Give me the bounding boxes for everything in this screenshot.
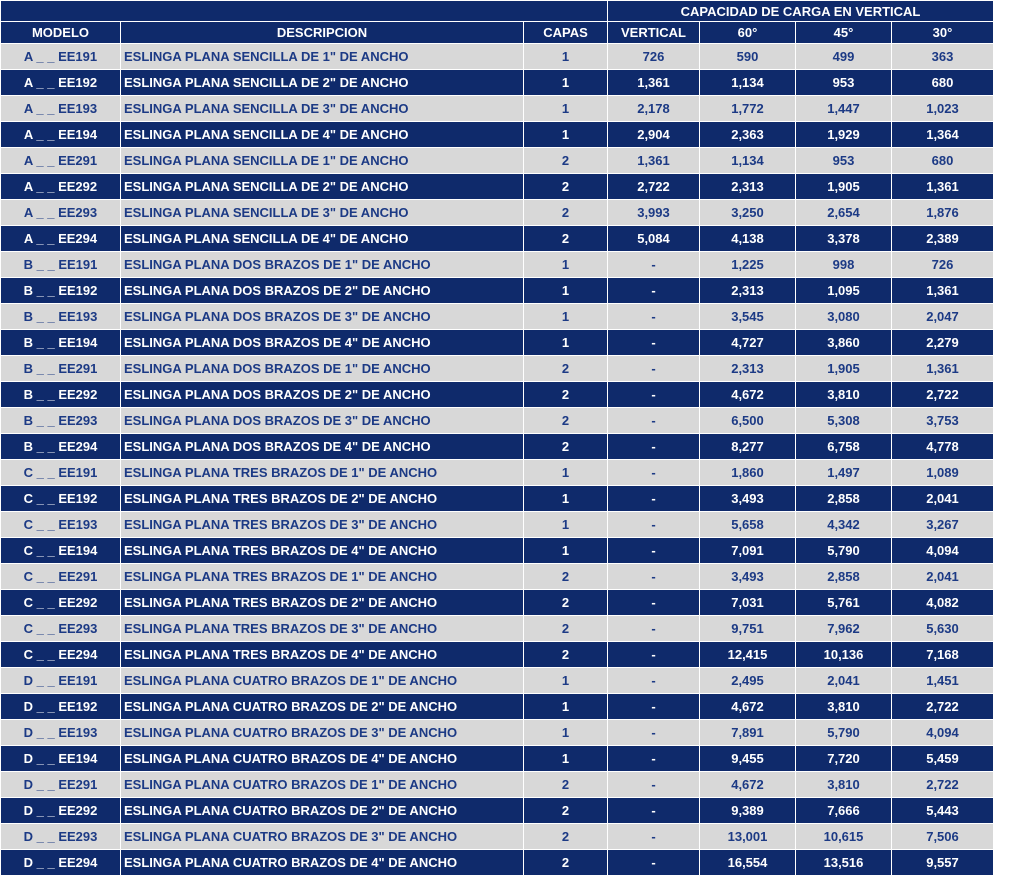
cell-capas: 2 bbox=[524, 824, 608, 850]
cell-vertical: - bbox=[608, 330, 700, 356]
cell-30: 680 bbox=[892, 70, 994, 96]
cell-descripcion: ESLINGA PLANA TRES BRAZOS DE 4" DE ANCHO bbox=[121, 538, 524, 564]
table-row bbox=[1, 824, 994, 850]
table-row bbox=[1, 44, 994, 70]
table-row bbox=[1, 330, 994, 356]
table-row bbox=[1, 148, 994, 174]
table-row bbox=[1, 772, 994, 798]
cell-vertical: - bbox=[608, 538, 700, 564]
cell-modelo: A _ _ EE191 bbox=[1, 44, 121, 70]
cell-30: 4,094 bbox=[892, 720, 994, 746]
cell-modelo: C _ _ EE294 bbox=[1, 642, 121, 668]
cell-capas: 1 bbox=[524, 252, 608, 278]
cell-descripcion: ESLINGA PLANA DOS BRAZOS DE 3" DE ANCHO bbox=[121, 408, 524, 434]
cell-vertical: 1,361 bbox=[608, 70, 700, 96]
cell-capas: 2 bbox=[524, 850, 608, 876]
cell-45: 2,858 bbox=[796, 486, 892, 512]
col-header-modelo: MODELO bbox=[1, 22, 121, 44]
cell-modelo: C _ _ EE292 bbox=[1, 590, 121, 616]
cell-45: 1,497 bbox=[796, 460, 892, 486]
cell-descripcion: ESLINGA PLANA CUATRO BRAZOS DE 3" DE ANCHO bbox=[121, 824, 524, 850]
cell-descripcion: ESLINGA PLANA SENCILLA DE 2" DE ANCHO bbox=[121, 70, 524, 96]
cell-45: 3,378 bbox=[796, 226, 892, 252]
cell-45: 3,810 bbox=[796, 382, 892, 408]
cell-30: 2,279 bbox=[892, 330, 994, 356]
cell-30: 2,041 bbox=[892, 486, 994, 512]
cell-60: 2,313 bbox=[700, 174, 796, 200]
cell-30: 2,722 bbox=[892, 772, 994, 798]
cell-60: 2,495 bbox=[700, 668, 796, 694]
column-header-row bbox=[1, 22, 994, 44]
cell-vertical: - bbox=[608, 512, 700, 538]
cell-descripcion: ESLINGA PLANA TRES BRAZOS DE 1" DE ANCHO bbox=[121, 564, 524, 590]
table-row bbox=[1, 616, 994, 642]
cell-vertical: - bbox=[608, 616, 700, 642]
cell-60: 4,672 bbox=[700, 772, 796, 798]
cell-60: 2,363 bbox=[700, 122, 796, 148]
cell-descripcion: ESLINGA PLANA SENCILLA DE 1" DE ANCHO bbox=[121, 148, 524, 174]
cell-45: 1,905 bbox=[796, 356, 892, 382]
cell-modelo: D _ _ EE293 bbox=[1, 824, 121, 850]
table-row bbox=[1, 538, 994, 564]
cell-vertical: - bbox=[608, 850, 700, 876]
cell-capas: 2 bbox=[524, 382, 608, 408]
cell-60: 8,277 bbox=[700, 434, 796, 460]
cell-vertical: 2,178 bbox=[608, 96, 700, 122]
cell-capas: 1 bbox=[524, 512, 608, 538]
cell-30: 2,389 bbox=[892, 226, 994, 252]
cell-45: 953 bbox=[796, 148, 892, 174]
cell-capas: 2 bbox=[524, 148, 608, 174]
cell-descripcion: ESLINGA PLANA DOS BRAZOS DE 3" DE ANCHO bbox=[121, 304, 524, 330]
cell-capas: 2 bbox=[524, 174, 608, 200]
cell-30: 2,722 bbox=[892, 382, 994, 408]
cell-45: 953 bbox=[796, 70, 892, 96]
cell-30: 4,778 bbox=[892, 434, 994, 460]
cell-modelo: A _ _ EE194 bbox=[1, 122, 121, 148]
cell-60: 2,313 bbox=[700, 356, 796, 382]
cell-30: 4,094 bbox=[892, 538, 994, 564]
cell-45: 10,615 bbox=[796, 824, 892, 850]
cell-60: 7,031 bbox=[700, 590, 796, 616]
cell-modelo: C _ _ EE192 bbox=[1, 486, 121, 512]
cell-30: 1,023 bbox=[892, 96, 994, 122]
table-row bbox=[1, 200, 994, 226]
cell-vertical: - bbox=[608, 460, 700, 486]
cell-45: 1,905 bbox=[796, 174, 892, 200]
table-row bbox=[1, 798, 994, 824]
cell-30: 7,506 bbox=[892, 824, 994, 850]
cell-descripcion: ESLINGA PLANA SENCILLA DE 1" DE ANCHO bbox=[121, 44, 524, 70]
cell-30: 1,364 bbox=[892, 122, 994, 148]
cell-30: 1,876 bbox=[892, 200, 994, 226]
cell-30: 3,267 bbox=[892, 512, 994, 538]
cell-30: 1,089 bbox=[892, 460, 994, 486]
cell-descripcion: ESLINGA PLANA TRES BRAZOS DE 3" DE ANCHO bbox=[121, 616, 524, 642]
col-header-vertical: VERTICAL bbox=[608, 22, 700, 44]
cell-30: 1,361 bbox=[892, 174, 994, 200]
cell-vertical: - bbox=[608, 798, 700, 824]
cell-45: 5,790 bbox=[796, 538, 892, 564]
cell-45: 998 bbox=[796, 252, 892, 278]
cell-30: 726 bbox=[892, 252, 994, 278]
cell-45: 1,447 bbox=[796, 96, 892, 122]
cell-modelo: A _ _ EE292 bbox=[1, 174, 121, 200]
cell-vertical: - bbox=[608, 304, 700, 330]
table-row bbox=[1, 122, 994, 148]
cell-30: 9,557 bbox=[892, 850, 994, 876]
cell-vertical: - bbox=[608, 772, 700, 798]
cell-45: 13,516 bbox=[796, 850, 892, 876]
cell-vertical: - bbox=[608, 408, 700, 434]
cell-30: 3,753 bbox=[892, 408, 994, 434]
cell-descripcion: ESLINGA PLANA SENCILLA DE 4" DE ANCHO bbox=[121, 226, 524, 252]
cell-capas: 1 bbox=[524, 746, 608, 772]
cell-modelo: A _ _ EE291 bbox=[1, 148, 121, 174]
cell-vertical: - bbox=[608, 564, 700, 590]
cell-capas: 2 bbox=[524, 226, 608, 252]
table-row bbox=[1, 278, 994, 304]
cell-60: 16,554 bbox=[700, 850, 796, 876]
cell-descripcion: ESLINGA PLANA TRES BRAZOS DE 4" DE ANCHO bbox=[121, 642, 524, 668]
cell-60: 1,134 bbox=[700, 70, 796, 96]
cell-vertical: 2,722 bbox=[608, 174, 700, 200]
cell-45: 7,720 bbox=[796, 746, 892, 772]
col-header-capas: CAPAS bbox=[524, 22, 608, 44]
cell-45: 4,342 bbox=[796, 512, 892, 538]
cell-descripcion: ESLINGA PLANA DOS BRAZOS DE 2" DE ANCHO bbox=[121, 382, 524, 408]
table-row bbox=[1, 252, 994, 278]
cell-60: 4,672 bbox=[700, 694, 796, 720]
cell-vertical: - bbox=[608, 278, 700, 304]
cell-vertical: 3,993 bbox=[608, 200, 700, 226]
cell-descripcion: ESLINGA PLANA SENCILLA DE 2" DE ANCHO bbox=[121, 174, 524, 200]
cell-modelo: C _ _ EE191 bbox=[1, 460, 121, 486]
cell-45: 10,136 bbox=[796, 642, 892, 668]
cell-descripcion: ESLINGA PLANA TRES BRAZOS DE 3" DE ANCHO bbox=[121, 512, 524, 538]
table-row bbox=[1, 512, 994, 538]
cell-60: 5,658 bbox=[700, 512, 796, 538]
cell-capas: 1 bbox=[524, 460, 608, 486]
cell-capas: 2 bbox=[524, 642, 608, 668]
cell-45: 5,790 bbox=[796, 720, 892, 746]
cell-60: 4,727 bbox=[700, 330, 796, 356]
cell-60: 4,672 bbox=[700, 382, 796, 408]
cell-vertical: - bbox=[608, 382, 700, 408]
table-row bbox=[1, 668, 994, 694]
table-row bbox=[1, 850, 994, 876]
col-header-45: 45° bbox=[796, 22, 892, 44]
cell-descripcion: ESLINGA PLANA DOS BRAZOS DE 4" DE ANCHO bbox=[121, 330, 524, 356]
cell-modelo: D _ _ EE193 bbox=[1, 720, 121, 746]
col-header-descripcion: DESCRIPCION bbox=[121, 22, 524, 44]
cell-modelo: D _ _ EE292 bbox=[1, 798, 121, 824]
table-row bbox=[1, 304, 994, 330]
table-row bbox=[1, 174, 994, 200]
table-row bbox=[1, 70, 994, 96]
cell-descripcion: ESLINGA PLANA DOS BRAZOS DE 4" DE ANCHO bbox=[121, 434, 524, 460]
group-header-spacer bbox=[1, 1, 608, 22]
cell-60: 9,751 bbox=[700, 616, 796, 642]
cell-vertical: - bbox=[608, 434, 700, 460]
cell-vertical: - bbox=[608, 668, 700, 694]
cell-60: 1,772 bbox=[700, 96, 796, 122]
cell-descripcion: ESLINGA PLANA SENCILLA DE 3" DE ANCHO bbox=[121, 96, 524, 122]
cell-vertical: - bbox=[608, 590, 700, 616]
cell-capas: 2 bbox=[524, 772, 608, 798]
cell-45: 7,666 bbox=[796, 798, 892, 824]
cell-capas: 1 bbox=[524, 96, 608, 122]
cell-45: 2,858 bbox=[796, 564, 892, 590]
cell-30: 1,361 bbox=[892, 356, 994, 382]
cell-60: 6,500 bbox=[700, 408, 796, 434]
cell-modelo: C _ _ EE193 bbox=[1, 512, 121, 538]
cell-modelo: B _ _ EE193 bbox=[1, 304, 121, 330]
cell-descripcion: ESLINGA PLANA TRES BRAZOS DE 1" DE ANCHO bbox=[121, 460, 524, 486]
cell-capas: 2 bbox=[524, 200, 608, 226]
cell-capas: 1 bbox=[524, 694, 608, 720]
cell-60: 3,493 bbox=[700, 564, 796, 590]
cell-30: 4,082 bbox=[892, 590, 994, 616]
cell-60: 1,134 bbox=[700, 148, 796, 174]
cell-capas: 1 bbox=[524, 304, 608, 330]
cell-45: 5,308 bbox=[796, 408, 892, 434]
cell-45: 3,810 bbox=[796, 772, 892, 798]
cell-45: 499 bbox=[796, 44, 892, 70]
cell-modelo: B _ _ EE191 bbox=[1, 252, 121, 278]
cell-30: 5,443 bbox=[892, 798, 994, 824]
table-row bbox=[1, 590, 994, 616]
cell-capas: 1 bbox=[524, 668, 608, 694]
cell-capas: 1 bbox=[524, 330, 608, 356]
cell-60: 9,455 bbox=[700, 746, 796, 772]
cell-60: 2,313 bbox=[700, 278, 796, 304]
cell-capas: 1 bbox=[524, 720, 608, 746]
cell-45: 2,041 bbox=[796, 668, 892, 694]
cell-capas: 2 bbox=[524, 590, 608, 616]
cell-capas: 1 bbox=[524, 486, 608, 512]
table-row bbox=[1, 720, 994, 746]
cell-capas: 2 bbox=[524, 616, 608, 642]
cell-vertical: - bbox=[608, 486, 700, 512]
cell-modelo: A _ _ EE193 bbox=[1, 96, 121, 122]
cell-vertical: 2,904 bbox=[608, 122, 700, 148]
cell-modelo: B _ _ EE194 bbox=[1, 330, 121, 356]
cell-vertical: - bbox=[608, 694, 700, 720]
cell-45: 6,758 bbox=[796, 434, 892, 460]
cell-30: 680 bbox=[892, 148, 994, 174]
cell-vertical: 726 bbox=[608, 44, 700, 70]
cell-60: 590 bbox=[700, 44, 796, 70]
table-row bbox=[1, 356, 994, 382]
cell-modelo: A _ _ EE294 bbox=[1, 226, 121, 252]
table-row bbox=[1, 486, 994, 512]
cell-60: 7,891 bbox=[700, 720, 796, 746]
table-row bbox=[1, 746, 994, 772]
col-header-60: 60° bbox=[700, 22, 796, 44]
cell-capas: 2 bbox=[524, 356, 608, 382]
cell-45: 5,761 bbox=[796, 590, 892, 616]
cell-descripcion: ESLINGA PLANA TRES BRAZOS DE 2" DE ANCHO bbox=[121, 486, 524, 512]
cell-30: 2,041 bbox=[892, 564, 994, 590]
cell-30: 5,630 bbox=[892, 616, 994, 642]
table-row bbox=[1, 564, 994, 590]
cell-60: 3,493 bbox=[700, 486, 796, 512]
cell-descripcion: ESLINGA PLANA CUATRO BRAZOS DE 4" DE ANCHO bbox=[121, 746, 524, 772]
cell-modelo: A _ _ EE293 bbox=[1, 200, 121, 226]
cell-modelo: D _ _ EE291 bbox=[1, 772, 121, 798]
table-row bbox=[1, 382, 994, 408]
cell-modelo: B _ _ EE291 bbox=[1, 356, 121, 382]
cell-capas: 1 bbox=[524, 122, 608, 148]
cell-modelo: C _ _ EE194 bbox=[1, 538, 121, 564]
cell-capas: 2 bbox=[524, 408, 608, 434]
cell-60: 3,250 bbox=[700, 200, 796, 226]
cell-descripcion: ESLINGA PLANA DOS BRAZOS DE 1" DE ANCHO bbox=[121, 356, 524, 382]
cell-descripcion: ESLINGA PLANA CUATRO BRAZOS DE 4" DE ANCHO bbox=[121, 850, 524, 876]
cell-capas: 1 bbox=[524, 70, 608, 96]
cell-modelo: B _ _ EE293 bbox=[1, 408, 121, 434]
cell-descripcion: ESLINGA PLANA DOS BRAZOS DE 1" DE ANCHO bbox=[121, 252, 524, 278]
cell-30: 2,047 bbox=[892, 304, 994, 330]
cell-30: 7,168 bbox=[892, 642, 994, 668]
cell-60: 1,860 bbox=[700, 460, 796, 486]
cell-60: 3,545 bbox=[700, 304, 796, 330]
cell-modelo: D _ _ EE294 bbox=[1, 850, 121, 876]
cell-modelo: A _ _ EE192 bbox=[1, 70, 121, 96]
cell-descripcion: ESLINGA PLANA CUATRO BRAZOS DE 2" DE ANCHO bbox=[121, 798, 524, 824]
cell-30: 363 bbox=[892, 44, 994, 70]
cell-modelo: C _ _ EE293 bbox=[1, 616, 121, 642]
cell-vertical: - bbox=[608, 746, 700, 772]
cell-60: 1,225 bbox=[700, 252, 796, 278]
cell-capas: 2 bbox=[524, 564, 608, 590]
cell-vertical: 5,084 bbox=[608, 226, 700, 252]
cell-modelo: B _ _ EE192 bbox=[1, 278, 121, 304]
table-row bbox=[1, 408, 994, 434]
cell-30: 1,451 bbox=[892, 668, 994, 694]
cell-vertical: - bbox=[608, 252, 700, 278]
cell-modelo: B _ _ EE292 bbox=[1, 382, 121, 408]
cell-45: 7,962 bbox=[796, 616, 892, 642]
table-row bbox=[1, 96, 994, 122]
cell-modelo: B _ _ EE294 bbox=[1, 434, 121, 460]
cell-capas: 1 bbox=[524, 538, 608, 564]
cell-modelo: D _ _ EE192 bbox=[1, 694, 121, 720]
col-header-30: 30° bbox=[892, 22, 994, 44]
table-body bbox=[1, 44, 994, 876]
cell-45: 1,095 bbox=[796, 278, 892, 304]
table-row bbox=[1, 694, 994, 720]
group-header-capacity: CAPACIDAD DE CARGA EN VERTICAL bbox=[608, 1, 994, 22]
cell-descripcion: ESLINGA PLANA CUATRO BRAZOS DE 1" DE ANCHO bbox=[121, 668, 524, 694]
table-row bbox=[1, 460, 994, 486]
cell-45: 3,860 bbox=[796, 330, 892, 356]
cell-60: 9,389 bbox=[700, 798, 796, 824]
cell-descripcion: ESLINGA PLANA CUATRO BRAZOS DE 3" DE ANCHO bbox=[121, 720, 524, 746]
cell-capas: 1 bbox=[524, 278, 608, 304]
cell-modelo: D _ _ EE194 bbox=[1, 746, 121, 772]
cell-descripcion: ESLINGA PLANA DOS BRAZOS DE 2" DE ANCHO bbox=[121, 278, 524, 304]
cell-descripcion: ESLINGA PLANA SENCILLA DE 3" DE ANCHO bbox=[121, 200, 524, 226]
cell-60: 4,138 bbox=[700, 226, 796, 252]
cell-45: 3,810 bbox=[796, 694, 892, 720]
table-row bbox=[1, 642, 994, 668]
cell-vertical: - bbox=[608, 720, 700, 746]
cell-vertical: - bbox=[608, 824, 700, 850]
cell-vertical: 1,361 bbox=[608, 148, 700, 174]
table-row bbox=[1, 434, 994, 460]
cell-45: 1,929 bbox=[796, 122, 892, 148]
group-header-row bbox=[1, 1, 994, 22]
cell-capas: 2 bbox=[524, 434, 608, 460]
cell-30: 1,361 bbox=[892, 278, 994, 304]
cell-descripcion: ESLINGA PLANA CUATRO BRAZOS DE 2" DE ANCHO bbox=[121, 694, 524, 720]
cell-descripcion: ESLINGA PLANA SENCILLA DE 4" DE ANCHO bbox=[121, 122, 524, 148]
cell-60: 12,415 bbox=[700, 642, 796, 668]
cell-45: 3,080 bbox=[796, 304, 892, 330]
table-row bbox=[1, 226, 994, 252]
cell-60: 13,001 bbox=[700, 824, 796, 850]
cell-capas: 1 bbox=[524, 44, 608, 70]
cell-30: 2,722 bbox=[892, 694, 994, 720]
cell-30: 5,459 bbox=[892, 746, 994, 772]
cell-60: 7,091 bbox=[700, 538, 796, 564]
cell-vertical: - bbox=[608, 642, 700, 668]
cell-modelo: C _ _ EE291 bbox=[1, 564, 121, 590]
cell-modelo: D _ _ EE191 bbox=[1, 668, 121, 694]
cell-45: 2,654 bbox=[796, 200, 892, 226]
cell-capas: 2 bbox=[524, 798, 608, 824]
cell-descripcion: ESLINGA PLANA TRES BRAZOS DE 2" DE ANCHO bbox=[121, 590, 524, 616]
cell-descripcion: ESLINGA PLANA CUATRO BRAZOS DE 1" DE ANCHO bbox=[121, 772, 524, 798]
cell-vertical: - bbox=[608, 356, 700, 382]
